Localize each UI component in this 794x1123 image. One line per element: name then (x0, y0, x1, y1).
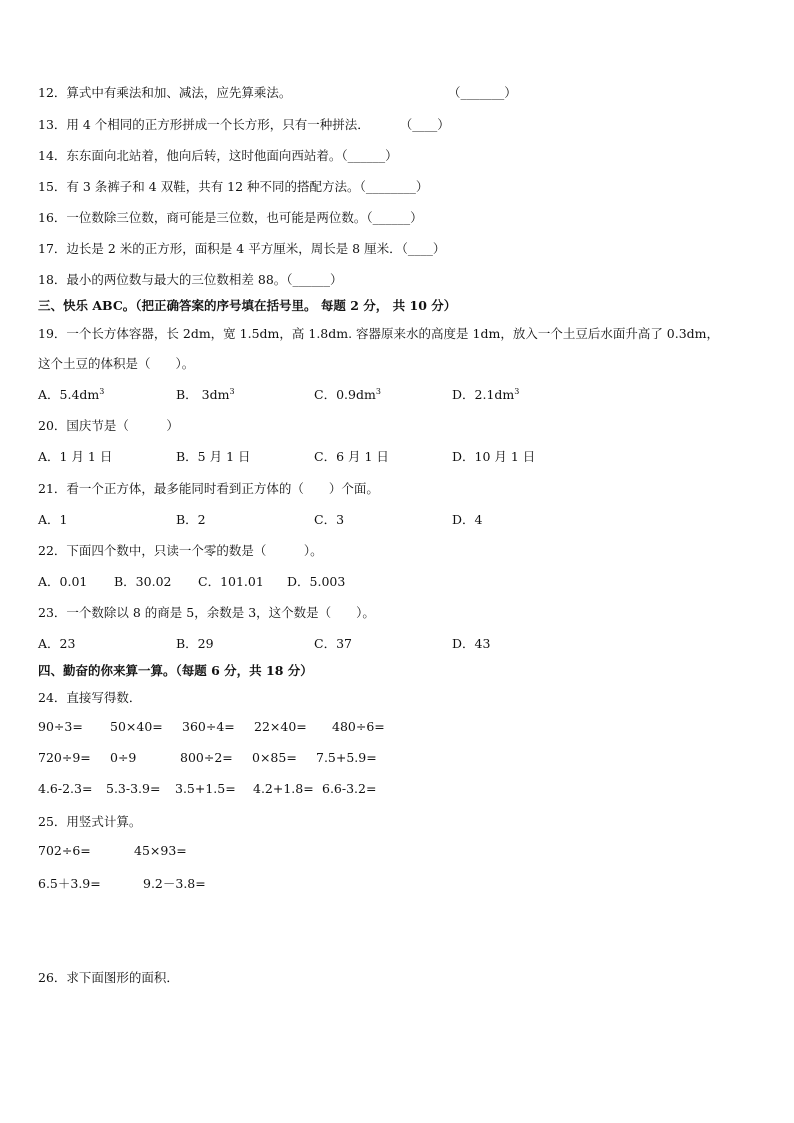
question-19-line2: 这个土豆的体积是（ ）。 (38, 356, 195, 371)
option-a[interactable]: A．1 月 1 日 (38, 449, 113, 464)
question-text: 16．一位数除三位数，商可能是三位数，也可能是两位数。 (38, 210, 367, 225)
section-4-title: 四、勤奋的你来算一算。（每题 6 分，共 18 分） (38, 663, 313, 678)
answer-blank[interactable]: （______） (366, 210, 423, 225)
option-c[interactable]: C．37 (314, 636, 352, 651)
question-12 (38, 83, 517, 101)
calc-item: 9.2－3.8= (143, 876, 206, 891)
option-b[interactable]: B．2 (176, 512, 206, 527)
calc-item: 7.5+5.9= (316, 750, 377, 765)
option-a[interactable]: A．1 (38, 512, 68, 527)
calc-item: 5.3-3.9= (106, 781, 161, 796)
question-text: 12．算式中有乘法和加、减法，应先算乘法。 (38, 85, 292, 100)
answer-blank[interactable]: （______） (286, 272, 343, 287)
answer-blank[interactable]: （________） (359, 179, 429, 194)
calc-item: 702÷6= (38, 843, 91, 858)
option-a[interactable]: A．0.01 (38, 574, 88, 589)
answer-blank[interactable]: （____） (399, 117, 450, 132)
option-b[interactable]: B． $3dm^3$ (176, 387, 235, 402)
calc-item: 90÷3= (38, 719, 83, 734)
option-d[interactable]: D．4 (452, 512, 483, 527)
question-text: 14．东东面向北站着，他向后转，这时他面向西站着。 (38, 148, 342, 163)
calc-item: 0÷9 (110, 750, 137, 765)
question-26: 26．求下面图形的面积． (38, 970, 179, 985)
option-d[interactable]: D．43 (452, 636, 491, 651)
question-21: 21．看一个正方体，最多能同时看到正方体的（ ）个面。 (38, 481, 379, 496)
answer-blank[interactable]: （_______） (448, 85, 517, 100)
question-22: 22．下面四个数中，只读一个零的数是（ ）。 (38, 543, 323, 558)
calc-item: 6.5＋3.9= (38, 876, 101, 891)
question-20: 20．国庆节是（ ） (38, 418, 179, 433)
question-text: 13．用 4 个相同的正方形拼成一个长方形，只有一种拼法． (38, 117, 370, 132)
option-c[interactable]: C．101.01 (198, 574, 264, 589)
question-13 (38, 115, 450, 133)
question-25: 25．用竖式计算。 (38, 814, 142, 829)
calc-item: 360÷4= (182, 719, 235, 734)
calc-item: 4.2+1.8= (253, 781, 314, 796)
question-16 (38, 208, 423, 226)
question-text: 17．边长是 2 米的正方形，面积是 4 平方厘米，周长是 8 厘米． (38, 241, 402, 256)
option-b[interactable]: B．30.02 (114, 574, 172, 589)
question-17 (38, 239, 445, 257)
option-a[interactable]: A．23 (38, 636, 76, 651)
option-c[interactable]: C．$0.9dm^3$ (314, 387, 381, 402)
calc-item: 22×40= (254, 719, 307, 734)
option-b[interactable]: B．5 月 1 日 (176, 449, 251, 464)
calc-item: 0×85= (252, 750, 297, 765)
option-c[interactable]: C．3 (314, 512, 345, 527)
calc-item: 720÷9= (38, 750, 91, 765)
option-b[interactable]: B．29 (176, 636, 214, 651)
calc-item: 6.6-3.2= (322, 781, 377, 796)
question-24: 24．直接写得数． (38, 690, 142, 705)
calc-item: 4.6-2.3= (38, 781, 93, 796)
question-14 (38, 146, 398, 164)
option-d[interactable]: D．$2.1dm^3$ (452, 387, 520, 402)
question-18 (38, 270, 343, 288)
question-23: 23．一个数除以 8 的商是 5，余数是 3，这个数是（ ）。 (38, 605, 375, 620)
option-d[interactable]: D．10 月 1 日 (452, 449, 536, 464)
question-text: 18．最小的两位数与最大的三位数相差 88。 (38, 272, 287, 287)
calc-item: 3.5+1.5= (175, 781, 236, 796)
answer-blank[interactable]: （____） (401, 241, 446, 256)
option-d[interactable]: D．5.003 (287, 574, 346, 589)
calc-item: 50×40= (110, 719, 163, 734)
question-15 (38, 177, 428, 195)
calc-item: 45×93= (134, 843, 187, 858)
calc-item: 800÷2= (180, 750, 233, 765)
answer-blank[interactable]: （______） (341, 148, 398, 163)
section-3-title: 三、快乐 ABC。（把正确答案的序号填在括号里。 每题 2 分， 共 10 分） (38, 298, 457, 313)
option-c[interactable]: C．6 月 1 日 (314, 449, 389, 464)
option-a[interactable]: A．$5.4dm^3$ (38, 387, 105, 402)
question-text: 15．有 3 条裤子和 4 双鞋，共有 12 种不同的搭配方法。 (38, 179, 360, 194)
question-19-line1: 19．一个长方体容器，长 2dm，宽 1.5dm，高 1.8dm. 容器原来水的高度是 1dm，放入一个土豆后水面升高了 0.3dm， (38, 326, 720, 341)
calc-item: 480÷6= (332, 719, 385, 734)
